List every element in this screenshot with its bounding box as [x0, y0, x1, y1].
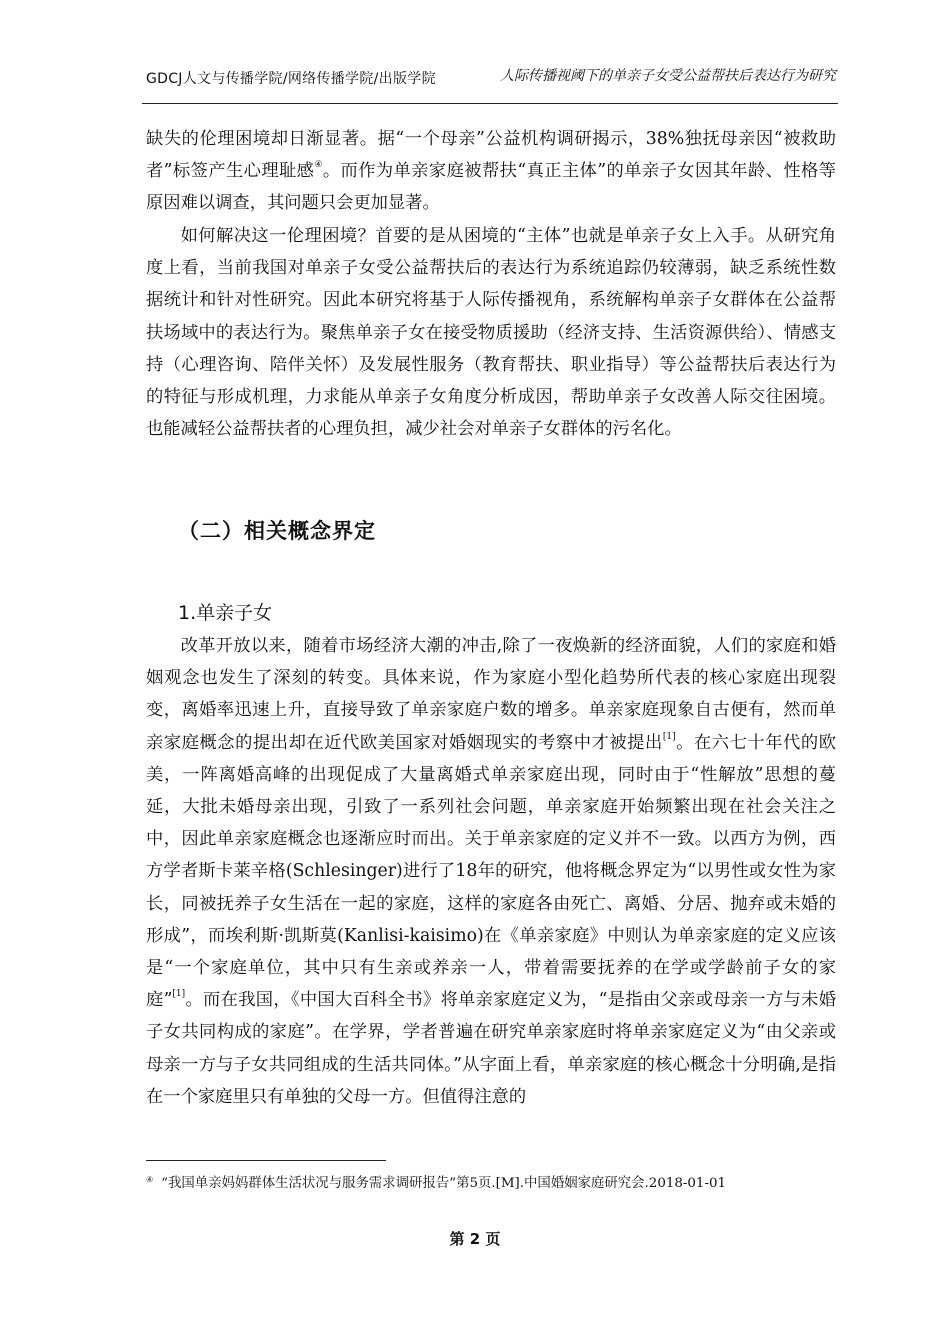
footnote	[146, 1168, 836, 1196]
section-title: （二）相关概念界定	[178, 519, 376, 543]
citation-ref-1[interactable]: [1]	[662, 731, 676, 742]
paragraph-2: 如何解决这一伦理困境？首要的是从困境的“主体”也就是单亲子女上入手。从研究角度上看，当前我国对单亲子女受公益帮扶后的表达行为系统追踪仍较薄弱，缺乏系统性数据统计和针对性研究。因此本研究将基于人际传播视角，系统解构单亲子女群体在公益帮扶场域中的表达行为。聚焦单亲子女在接受物质援助（经济支持、生活资源供给）、情感支持（心理咨询、陪伴关怀）及发展性服务（教育帮扶、职业指导）等公益帮扶后表达行为的特征与形成机理，力求能从单亲子女角度分析成因，帮助单亲子女改善人际交往困境。也能减轻公益帮扶者的心理负担，减少社会对单亲子女群体的污名化。	[146, 226, 836, 440]
header-left: GDCJ人文与传播学院/网络传播学院/出版学院	[146, 71, 436, 87]
footnote-text: “我国单亲妈妈群体生活状况与服务需求调研报告”第5页.[M].中国婚姻家庭研究会.2018-01-01	[161, 1176, 727, 1191]
footnote-mark: ④	[146, 1175, 154, 1184]
paragraph-3	[146, 630, 836, 1113]
header-divider	[142, 103, 838, 104]
citation-ref-1-second[interactable]: [1]	[172, 989, 186, 1000]
paragraph-1-text-b: 。而作为单亲家庭被帮扶“真正主体”的单亲子女因其年龄、性格等原因难以调查，其问题只会更加显著。	[146, 161, 836, 214]
header-right: 人际传播视阈下的单亲子女受公益帮扶后表达行为研究	[500, 68, 836, 84]
footnote-divider	[146, 1160, 386, 1161]
footnote-ref-4[interactable]: ④	[314, 160, 323, 171]
paragraph-1	[146, 123, 836, 220]
paragraph-3-text-a: 改革开放以来，随着市场经济大潮的冲击,除了一夜焕新的经济面貌，人们的家庭和婚姻观念也发生了深刻的转变。具体来说，作为家庭小型化趋势所代表的核心家庭出现裂变，离婚率迅速上升，直接导致了单亲家庭户数的增多。单亲家庭现象自古便有，然而单亲家庭概念的提出却在近代欧美国家对婚姻现实的考察中才被提出	[146, 636, 836, 753]
subsection-title: 1.单亲子女	[178, 602, 273, 624]
paragraph-3-text-b: 。在六七十年代的欧美，一阵离婚高峰的出现促成了大量离婚式单亲家庭出现，同时由于“性解放”思想的蔓延，大批未婚母亲出现，引致了一系列社会问题，单亲家庭开始频繁出现在社会关注之中，因此单亲家庭概念也逐渐应时而出。关于单亲家庭的定义并不一致。以西方为例，西方学者斯卡莱辛格(Schlesinger)进行了18年的研究，他将概念界定为“以男性或女性为家长，同被抚养子女生活在一起的家庭，这样的家庭各由死亡、离婚、分居、抛弃或未婚的形成”，而埃利斯·凯斯莫(Kanlisi-kaisimo)在《单亲家庭》中则认为单亲家庭的定义应该是“一个家庭单位，其中只有生亲或养亲一人，带着需要抚养的在学或学龄前子女的家庭”	[146, 732, 836, 1011]
paragraph-1-text-a: 缺失的伦理困境却日渐显著。据“一个母亲”公益机构调研揭示，38%独抚母亲因“被救助者”标签产生心理耻感	[146, 129, 836, 182]
page-number: 第 2 页	[449, 1230, 501, 1248]
paragraph-3-text-c: 。而在我国，《中国大百科全书》将单亲家庭定义为，“是指由父亲或母亲一方与未婚子女共同构成的家庭”。在学界，学者普遍在研究单亲家庭时将单亲家庭定义为“由父亲或母亲一方与子女共同组成的生活共同体。”从字面上看，单亲家庭的核心概念十分明确,是指在一个家庭里只有单独的父母一方。但值得注意的	[146, 990, 836, 1107]
